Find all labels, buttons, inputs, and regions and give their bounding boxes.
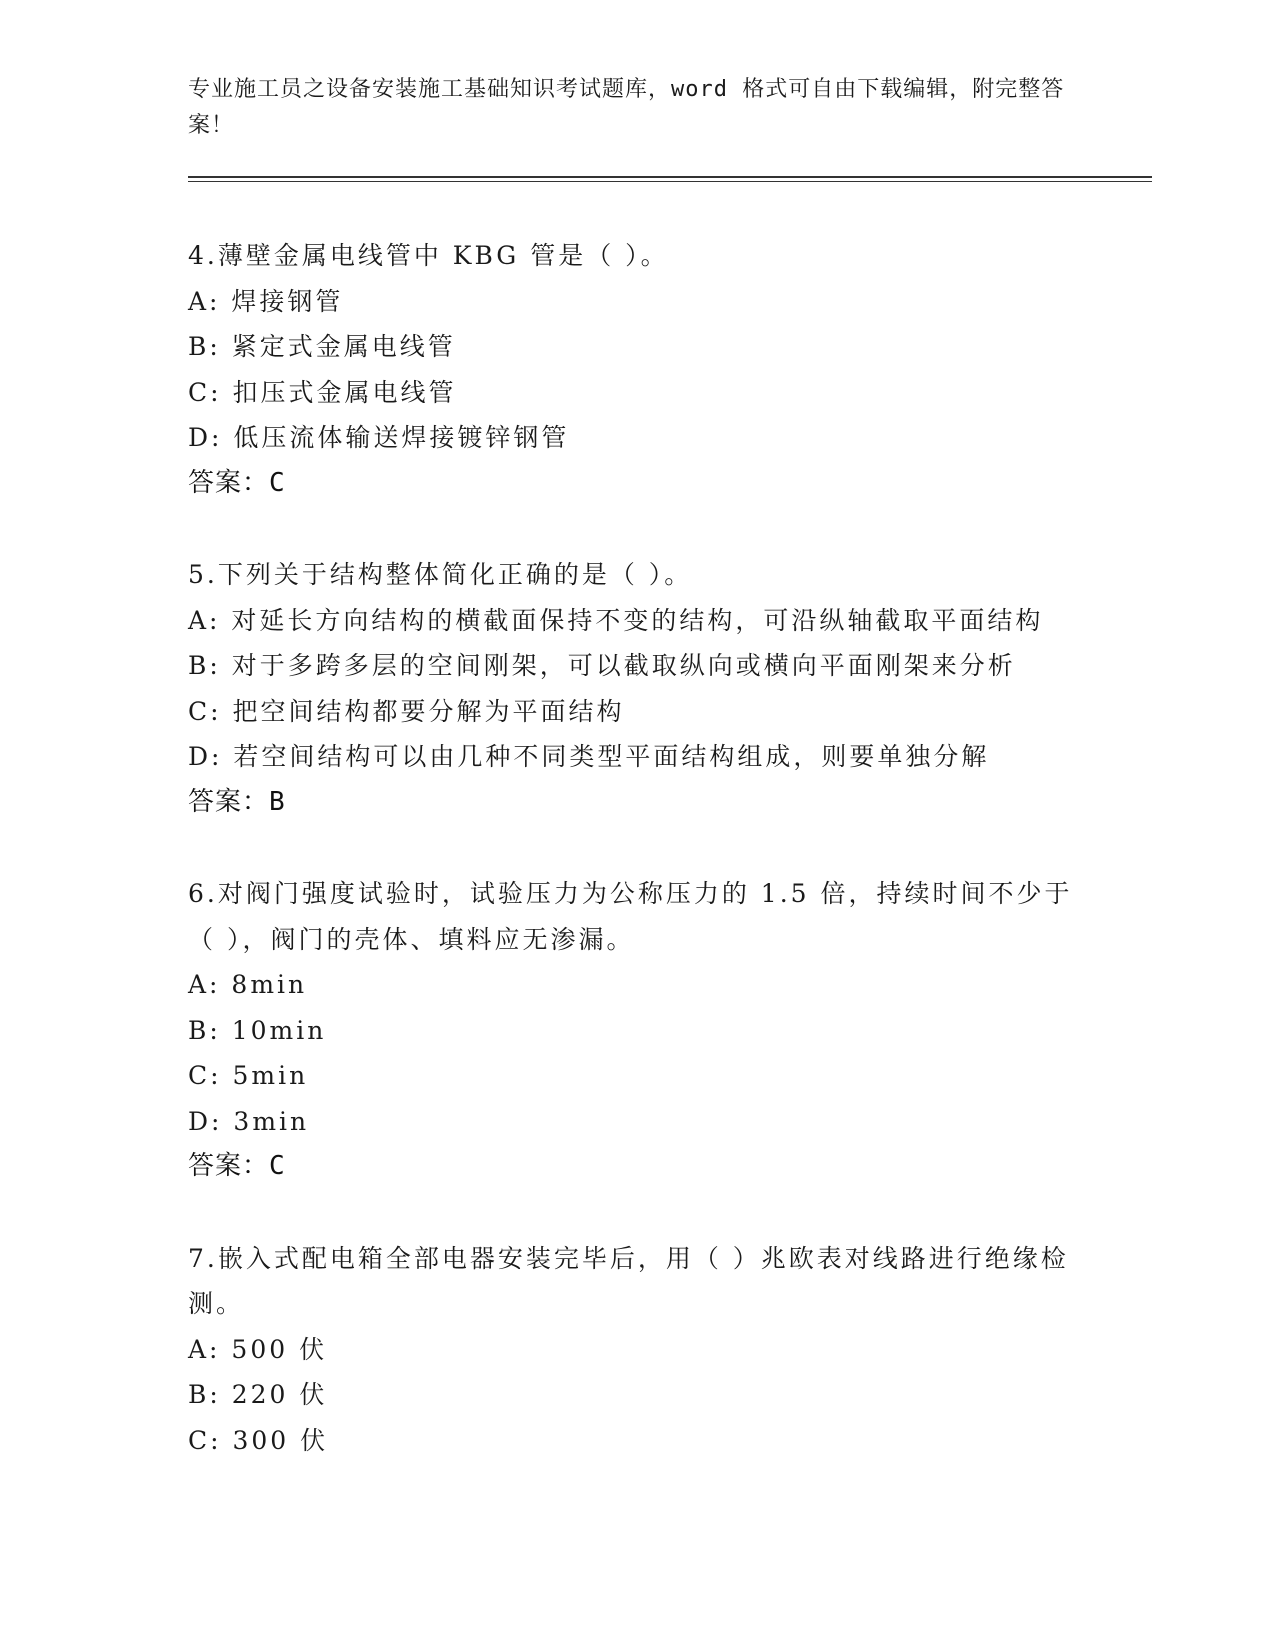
- answer-line: [188, 461, 1088, 507]
- option-d: D: 若空间结构可以由几种不同类型平面结构组成，则要单独分解: [188, 742, 990, 771]
- answer-prefix: 答案：: [188, 786, 270, 817]
- option-a: A: 焊接钢管: [188, 286, 344, 316]
- question-stem: 7.嵌入式配电箱全部电器安装完毕后，用（ ）兆欧表对线路进行绝缘检测。: [188, 1243, 1069, 1318]
- answer-prefix: 答案：: [188, 467, 270, 498]
- option-c: C: 5min: [188, 1061, 309, 1090]
- answer-value: C: [269, 1151, 286, 1181]
- header-divider-thin: [188, 181, 1152, 182]
- header-description: 专业施工员之设备安装施工基础知识考试题库，word 格式可自由下载编辑，附完整答案！: [188, 77, 1065, 138]
- question-4: [188, 233, 1088, 506]
- question-stem: 5.下列关于结构整体简化正确的是（ ）。: [188, 560, 693, 589]
- answer-line: [188, 1144, 1088, 1190]
- answer-value: C: [269, 467, 286, 498]
- question-5: [188, 552, 1088, 825]
- header-divider-thick: [188, 176, 1152, 178]
- option-a: A: 对延长方向结构的横截面保持不变的结构，可沿纵轴截取平面结构: [188, 605, 1044, 635]
- option-c: C: 300 伏: [188, 1425, 329, 1455]
- question-6: [188, 871, 1088, 1190]
- option-c: C: 把空间结构都要分解为平面结构: [188, 696, 625, 726]
- answer-value: B: [269, 786, 286, 817]
- option-d: D: 3min: [188, 1106, 310, 1136]
- option-c: C: 扣压式金属电线管: [188, 377, 457, 407]
- option-a: A: 500 伏: [188, 1334, 328, 1364]
- answer-prefix: 答案：: [188, 1151, 270, 1181]
- question-list: [188, 233, 1088, 1463]
- option-b: B: 对于多跨多层的空间刚架，可以截取纵向或横向平面刚架来分析: [188, 651, 1016, 680]
- question-7: [188, 1236, 1088, 1464]
- question-stem: 4.薄壁金属电线管中 KBG 管是（ ）。: [188, 241, 669, 270]
- option-a: A: 8min: [188, 970, 308, 999]
- option-d: D: 低压流体输送焊接镀锌钢管: [188, 423, 570, 452]
- option-b: B: 10min: [188, 1015, 327, 1045]
- option-b: B: 紧定式金属电线管: [188, 332, 456, 361]
- option-b: B: 220 伏: [188, 1380, 328, 1409]
- question-stem: 6.对阀门强度试验时，试验压力为公称压力的 1.5 倍，持续时间不少于（ ），阀门的壳体、填料应无渗漏。: [188, 879, 1073, 954]
- answer-line: [188, 780, 1088, 826]
